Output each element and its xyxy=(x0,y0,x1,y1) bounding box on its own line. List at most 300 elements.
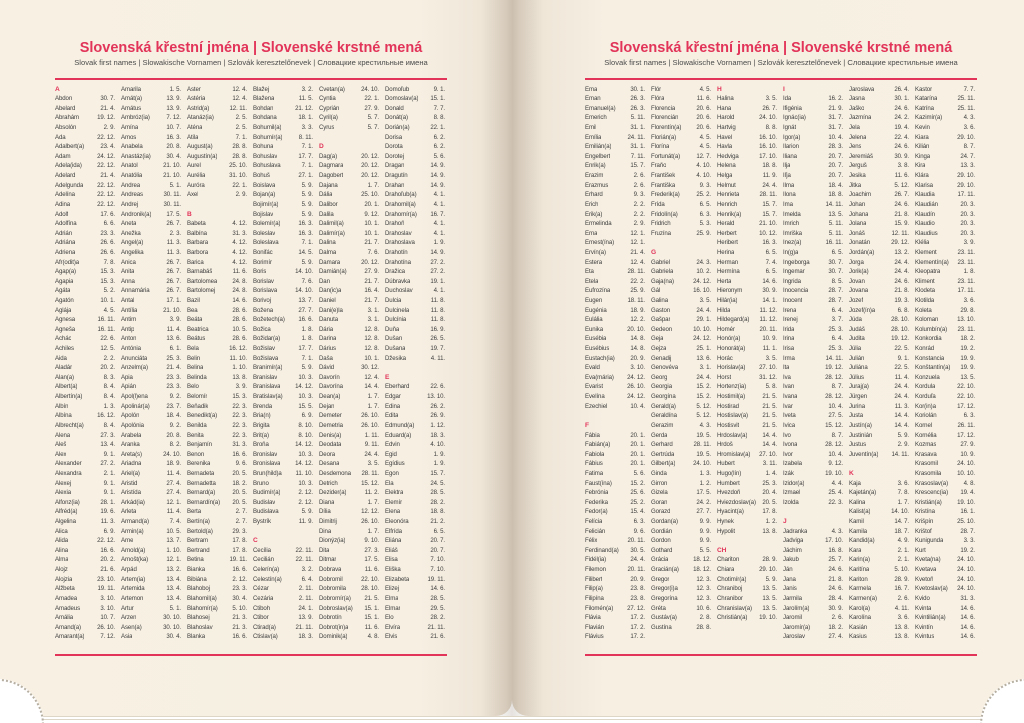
name-entry xyxy=(915,277,975,287)
name: Andreas xyxy=(121,191,143,199)
name-entry xyxy=(585,488,645,498)
date: 10. 10. xyxy=(957,469,975,477)
date: 20. 7. xyxy=(828,152,843,160)
name: Florencia xyxy=(651,104,676,112)
name-entry xyxy=(319,575,379,585)
name-entry xyxy=(121,584,181,594)
name-entry xyxy=(319,200,379,210)
name-entry xyxy=(717,123,777,133)
date: 24. 10. xyxy=(957,585,975,593)
date: 27. 4. xyxy=(166,479,181,487)
name: Hypolit xyxy=(717,527,735,535)
date: 19. 2. xyxy=(960,345,975,353)
date: 21. 3. xyxy=(232,614,247,622)
name-entry xyxy=(585,565,645,575)
name: Justus xyxy=(849,441,867,449)
date: 24. 10. xyxy=(957,460,975,468)
date: 5. 11. xyxy=(828,229,843,237)
name-entry xyxy=(783,325,843,335)
date: 7. 1. xyxy=(301,239,313,247)
name: Kveta(na) xyxy=(915,556,941,564)
name-entry xyxy=(319,104,379,114)
name: Bibiána xyxy=(187,575,207,583)
name: Eliána xyxy=(385,537,402,545)
date: 14. 4. xyxy=(894,412,909,420)
name: Erazmus xyxy=(585,181,609,189)
name: Daniel xyxy=(319,297,336,304)
name: Arabela xyxy=(121,431,142,439)
name-entry xyxy=(187,286,247,296)
name-entry xyxy=(585,296,645,306)
name: Aida xyxy=(55,354,67,362)
date: 13. 4. xyxy=(166,575,181,583)
name-entry xyxy=(121,210,181,220)
name: Hilár(ia) xyxy=(717,297,738,304)
date: 3. 6. xyxy=(963,297,975,304)
name-entry xyxy=(717,575,777,585)
name-entry xyxy=(915,123,975,133)
date: 12. 1. xyxy=(630,229,645,237)
name-entry xyxy=(915,142,975,152)
name-entry xyxy=(55,536,115,546)
name: Gertrúda xyxy=(651,450,675,458)
date: 3. 3. xyxy=(963,537,975,545)
name-entry xyxy=(651,498,711,508)
name: Armand(a) xyxy=(121,518,149,526)
date: 13. 9. xyxy=(298,614,313,622)
name: Hugo(lín) xyxy=(717,469,742,477)
name-entry xyxy=(121,113,181,123)
name-entry xyxy=(651,277,711,287)
name: Drahotína xyxy=(385,258,411,266)
name: Dag(a) xyxy=(319,152,338,160)
date: 27. 9. xyxy=(364,104,379,112)
date: 18. 4. xyxy=(166,412,181,420)
name: Elisa xyxy=(385,556,398,564)
name-entry xyxy=(717,382,777,392)
name-entry xyxy=(585,315,645,325)
name: Alida xyxy=(55,537,69,545)
name: Krasomila xyxy=(915,469,942,477)
date: 6. 3. xyxy=(633,518,645,526)
name: Brun(hild)a xyxy=(253,469,282,477)
name: Kasius xyxy=(849,633,867,641)
date: 24. 2. xyxy=(894,114,909,122)
date: 27. 10. xyxy=(759,364,777,372)
name-entry xyxy=(717,450,777,460)
name: Blahosej xyxy=(187,614,210,622)
date: 7. 1. xyxy=(301,162,313,170)
name: Dorisa xyxy=(385,133,403,141)
name: Ctislav(a) xyxy=(253,633,278,641)
date: 4. 12. xyxy=(232,239,247,247)
date: 12. 11. xyxy=(229,104,247,112)
name-entry xyxy=(783,555,843,565)
name-entry xyxy=(187,392,247,402)
name: Ilona xyxy=(783,191,796,199)
name-entry xyxy=(849,565,909,575)
name-entry xyxy=(121,85,181,95)
name: Demetria xyxy=(319,421,343,429)
date: 2. 11. xyxy=(298,585,313,593)
name: Alexej xyxy=(55,479,71,487)
name-entry xyxy=(915,431,975,441)
date: 18. 4. xyxy=(828,181,843,189)
date: 24. 6. xyxy=(894,143,909,151)
name: Antal xyxy=(121,297,135,304)
name: Budislav xyxy=(253,498,276,506)
date: 5. 8. xyxy=(765,383,777,391)
name: Jelena xyxy=(849,133,867,141)
name-entry xyxy=(783,200,843,210)
name: Jozef xyxy=(849,297,864,304)
name-entry xyxy=(717,392,777,402)
name-entry xyxy=(717,594,777,604)
date: 15. 1. xyxy=(430,95,445,103)
name-entry xyxy=(55,325,115,335)
name: Egídius xyxy=(385,460,405,468)
name-entry xyxy=(121,469,181,479)
date: 30. 12. xyxy=(361,364,379,372)
date: 20. 1. xyxy=(630,441,645,449)
name: Dezider(a) xyxy=(319,489,347,497)
name-entry xyxy=(319,411,379,421)
name: Klára xyxy=(915,172,929,180)
name-entry xyxy=(849,632,909,642)
date: 21. 7. xyxy=(364,239,379,247)
name-entry xyxy=(651,286,711,296)
date: 21. 11. xyxy=(427,623,445,631)
page-left-content xyxy=(55,40,447,656)
date: 17. 6. xyxy=(100,210,115,218)
name: Ivica xyxy=(783,421,796,429)
date: 22. 5. xyxy=(894,364,909,372)
date: 8. 8. xyxy=(433,114,445,122)
date: 9. 9. xyxy=(699,518,711,526)
name: Iľja xyxy=(783,172,791,180)
name-entry xyxy=(717,459,777,469)
name: Izolda xyxy=(783,498,799,506)
date: 8. 7. xyxy=(963,143,975,151)
name: Albert(a) xyxy=(55,383,78,391)
name-entry xyxy=(651,152,711,162)
date: 16. 10. xyxy=(759,133,777,141)
name: Deodata xyxy=(319,441,342,449)
date: 25. 11. xyxy=(957,95,975,103)
name: Agapia xyxy=(55,277,74,285)
name-entry xyxy=(385,219,445,229)
name-entry xyxy=(585,536,645,546)
date: 20. 11. xyxy=(627,537,645,545)
date: 14. 9. xyxy=(430,181,445,189)
name: Bojislav xyxy=(253,210,274,218)
name: Kristián(a) xyxy=(915,498,942,506)
name: Georgína xyxy=(651,393,676,401)
name-entry xyxy=(253,229,313,239)
date: 1. 3. xyxy=(699,469,711,477)
date: 10. 4. xyxy=(630,402,645,410)
name: Alfréd(a) xyxy=(55,508,78,516)
date: 22. 12. xyxy=(97,200,115,208)
date: 16. 1. xyxy=(960,508,975,516)
name-entry xyxy=(253,421,313,431)
date: 15. 2. xyxy=(696,393,711,401)
name: Kazimír(a) xyxy=(915,114,943,122)
date: 20. 6. xyxy=(696,124,711,132)
name-entry xyxy=(187,565,247,575)
name: Ervín(a) xyxy=(585,248,606,256)
name: Helmut xyxy=(717,181,736,189)
name-entry xyxy=(55,315,115,325)
date: 24. 4. xyxy=(762,181,777,189)
name-entry xyxy=(783,104,843,114)
date: 22. 1. xyxy=(430,124,445,132)
name-entry xyxy=(849,594,909,604)
name-entry xyxy=(651,296,711,306)
date: 3. 5. xyxy=(765,95,777,103)
date: 2. 12. xyxy=(298,498,313,506)
date: 22. 3. xyxy=(232,431,247,439)
name-entry xyxy=(187,402,247,412)
name: Absolón xyxy=(55,124,77,132)
date: 21. 10. xyxy=(163,172,181,180)
date: 28. 6. xyxy=(232,335,247,343)
name-entry xyxy=(385,488,445,498)
date: 22. 12. xyxy=(97,537,115,545)
name-column xyxy=(385,85,445,642)
date: 14. 9. xyxy=(430,162,445,170)
name-entry xyxy=(319,181,379,191)
name: Amína xyxy=(121,124,139,132)
name: Gaston xyxy=(651,306,671,314)
date: 25. 10. xyxy=(957,518,975,526)
name: Gorazd xyxy=(651,508,671,516)
name-entry xyxy=(253,152,313,162)
name: Dobromír(a) xyxy=(319,594,351,602)
name-entry xyxy=(849,517,909,527)
name-entry xyxy=(187,248,247,258)
name: Dorota xyxy=(385,143,403,151)
name-entry xyxy=(55,190,115,200)
name-entry xyxy=(253,94,313,104)
name-entry xyxy=(717,604,777,614)
name-entry xyxy=(187,123,247,133)
date: 7. 1. xyxy=(301,354,313,362)
name-entry xyxy=(585,555,645,565)
name: Aténa xyxy=(187,124,203,132)
date: 10. 7. xyxy=(166,124,181,132)
date: 11. 4. xyxy=(166,508,181,516)
name-entry xyxy=(849,325,909,335)
name: Anzelm(a) xyxy=(121,364,148,372)
date: 1. 10. xyxy=(166,546,181,554)
name-entry xyxy=(717,258,777,268)
name-entry xyxy=(915,527,975,537)
name-entry xyxy=(783,171,843,181)
date: 23. 11. xyxy=(957,277,975,285)
name: Auróra xyxy=(187,181,205,189)
name: Gordon xyxy=(651,537,671,545)
name-entry xyxy=(55,373,115,383)
name: Konzuela xyxy=(915,373,940,381)
name-entry xyxy=(253,431,313,441)
name: Jaroslav xyxy=(783,633,805,641)
name-entry xyxy=(319,536,379,546)
date: 22. 3. xyxy=(232,421,247,429)
name-entry xyxy=(915,315,975,325)
name-entry xyxy=(717,479,777,489)
name: Horislav(a) xyxy=(717,364,746,372)
date: 21. 7. xyxy=(364,277,379,285)
name-entry xyxy=(849,450,909,460)
date: 2. 6. xyxy=(897,594,909,602)
name: Katarína xyxy=(915,95,938,103)
name-entry xyxy=(585,392,645,402)
name-entry xyxy=(783,344,843,354)
date: 25. 9. xyxy=(696,229,711,237)
name-entry xyxy=(253,104,313,114)
name: Ernest(ína) xyxy=(585,239,615,247)
date: 30. 7. xyxy=(828,268,843,276)
date: 14. 9. xyxy=(430,172,445,180)
name-entry xyxy=(385,604,445,614)
name: Inez(a) xyxy=(783,239,802,247)
date: 16. 2. xyxy=(828,95,843,103)
date: 4. 12. xyxy=(232,248,247,256)
name-column xyxy=(253,85,313,642)
name-entry xyxy=(915,584,975,594)
name: Kornélia xyxy=(915,431,937,439)
date: 3. 6. xyxy=(897,479,909,487)
name: Albína xyxy=(55,412,72,420)
name-entry xyxy=(121,431,181,441)
name-entry xyxy=(253,469,313,479)
name: Dorián(a) xyxy=(385,124,410,132)
name: Ignát xyxy=(783,124,797,132)
name: Gréta xyxy=(651,604,666,612)
name-entry xyxy=(915,306,975,316)
date: 6. 5. xyxy=(699,200,711,208)
date: 23. 3. xyxy=(232,585,247,593)
name-entry xyxy=(849,479,909,489)
date: 20. 12. xyxy=(361,152,379,160)
name-entry xyxy=(849,613,909,623)
date: 20. 3. xyxy=(960,210,975,218)
date: 27. 4. xyxy=(828,633,843,641)
name-columns xyxy=(55,85,447,642)
date: 19. 1. xyxy=(430,277,445,285)
date: 30. 5. xyxy=(630,546,645,554)
date: 10. 5. xyxy=(166,527,181,535)
name: Kolumbín(a) xyxy=(915,325,948,333)
date: 27. 2. xyxy=(430,268,445,276)
name: Gerazim xyxy=(651,421,674,429)
name-entry xyxy=(187,190,247,200)
name: Artur xyxy=(121,604,134,612)
name: Július xyxy=(849,373,864,381)
date: 23. 8. xyxy=(630,585,645,593)
name-entry xyxy=(849,277,909,287)
name: Ján xyxy=(783,566,793,574)
date: 13. 8. xyxy=(894,623,909,631)
date: 23. 11. xyxy=(957,325,975,333)
name: Arne xyxy=(121,537,134,545)
name-entry xyxy=(585,498,645,508)
date: 5. 9. xyxy=(301,364,313,372)
name-entry xyxy=(651,575,711,585)
date: 9. 1. xyxy=(103,479,115,487)
name: Krištof xyxy=(915,527,932,535)
date: 11. 6. xyxy=(696,95,711,103)
date: 14. 4. xyxy=(894,421,909,429)
name-entry xyxy=(717,527,777,537)
name: Alina xyxy=(55,546,69,554)
date: 31. 3. xyxy=(232,229,247,237)
date: 10. 9. xyxy=(762,335,777,343)
date: 10. 1. xyxy=(364,229,379,237)
name: Ivor xyxy=(783,450,793,458)
date: 12. 7. xyxy=(696,152,711,160)
date: 2. 1. xyxy=(897,556,909,564)
name-entry xyxy=(651,613,711,623)
date: 30. 1. xyxy=(630,85,645,93)
name-entry xyxy=(849,190,909,200)
name-entry xyxy=(385,575,445,585)
date: 13. 5. xyxy=(762,604,777,612)
name: Justinián xyxy=(849,431,873,439)
name-entry xyxy=(187,363,247,373)
name-entry xyxy=(121,229,181,239)
name: Hrdoslav(a) xyxy=(717,431,748,439)
date: 16. 11. xyxy=(97,316,115,324)
name: Cyrus xyxy=(319,124,335,132)
name: Emil xyxy=(585,124,597,132)
name-entry xyxy=(651,469,711,479)
date: 18. 8. xyxy=(762,162,777,170)
date: 30. 7. xyxy=(828,258,843,266)
name-entry xyxy=(55,527,115,537)
name-entry xyxy=(319,277,379,287)
date: 25. 1. xyxy=(696,345,711,353)
name-entry xyxy=(187,632,247,642)
name-entry xyxy=(253,200,313,210)
date: 27. 9. xyxy=(364,268,379,276)
date: 7. 8. xyxy=(897,489,909,497)
name: Fortunát(a) xyxy=(651,152,681,160)
date: 13. 8. xyxy=(232,373,247,381)
name: Dárius xyxy=(319,345,337,353)
date: 9. 1. xyxy=(433,85,445,93)
date: 7. 4. xyxy=(169,518,181,526)
name-entry xyxy=(253,142,313,152)
name-entry xyxy=(651,85,711,95)
name: Herta xyxy=(717,277,732,285)
name-entry xyxy=(717,94,777,104)
name: Gerda xyxy=(651,431,668,439)
date: 1. 8. xyxy=(301,335,313,343)
name: Blažej xyxy=(253,85,269,93)
date: 24. 10. xyxy=(759,114,777,122)
name-entry xyxy=(585,113,645,123)
date: 26. 2. xyxy=(430,402,445,410)
date: 19. 12. xyxy=(891,335,909,343)
date: 6. 4. xyxy=(831,335,843,343)
name-entry xyxy=(187,459,247,469)
date: 19. 6. xyxy=(100,508,115,516)
name: Cyntia xyxy=(319,95,336,103)
name: Balbína xyxy=(187,229,207,237)
date: 7. 6. xyxy=(301,277,313,285)
